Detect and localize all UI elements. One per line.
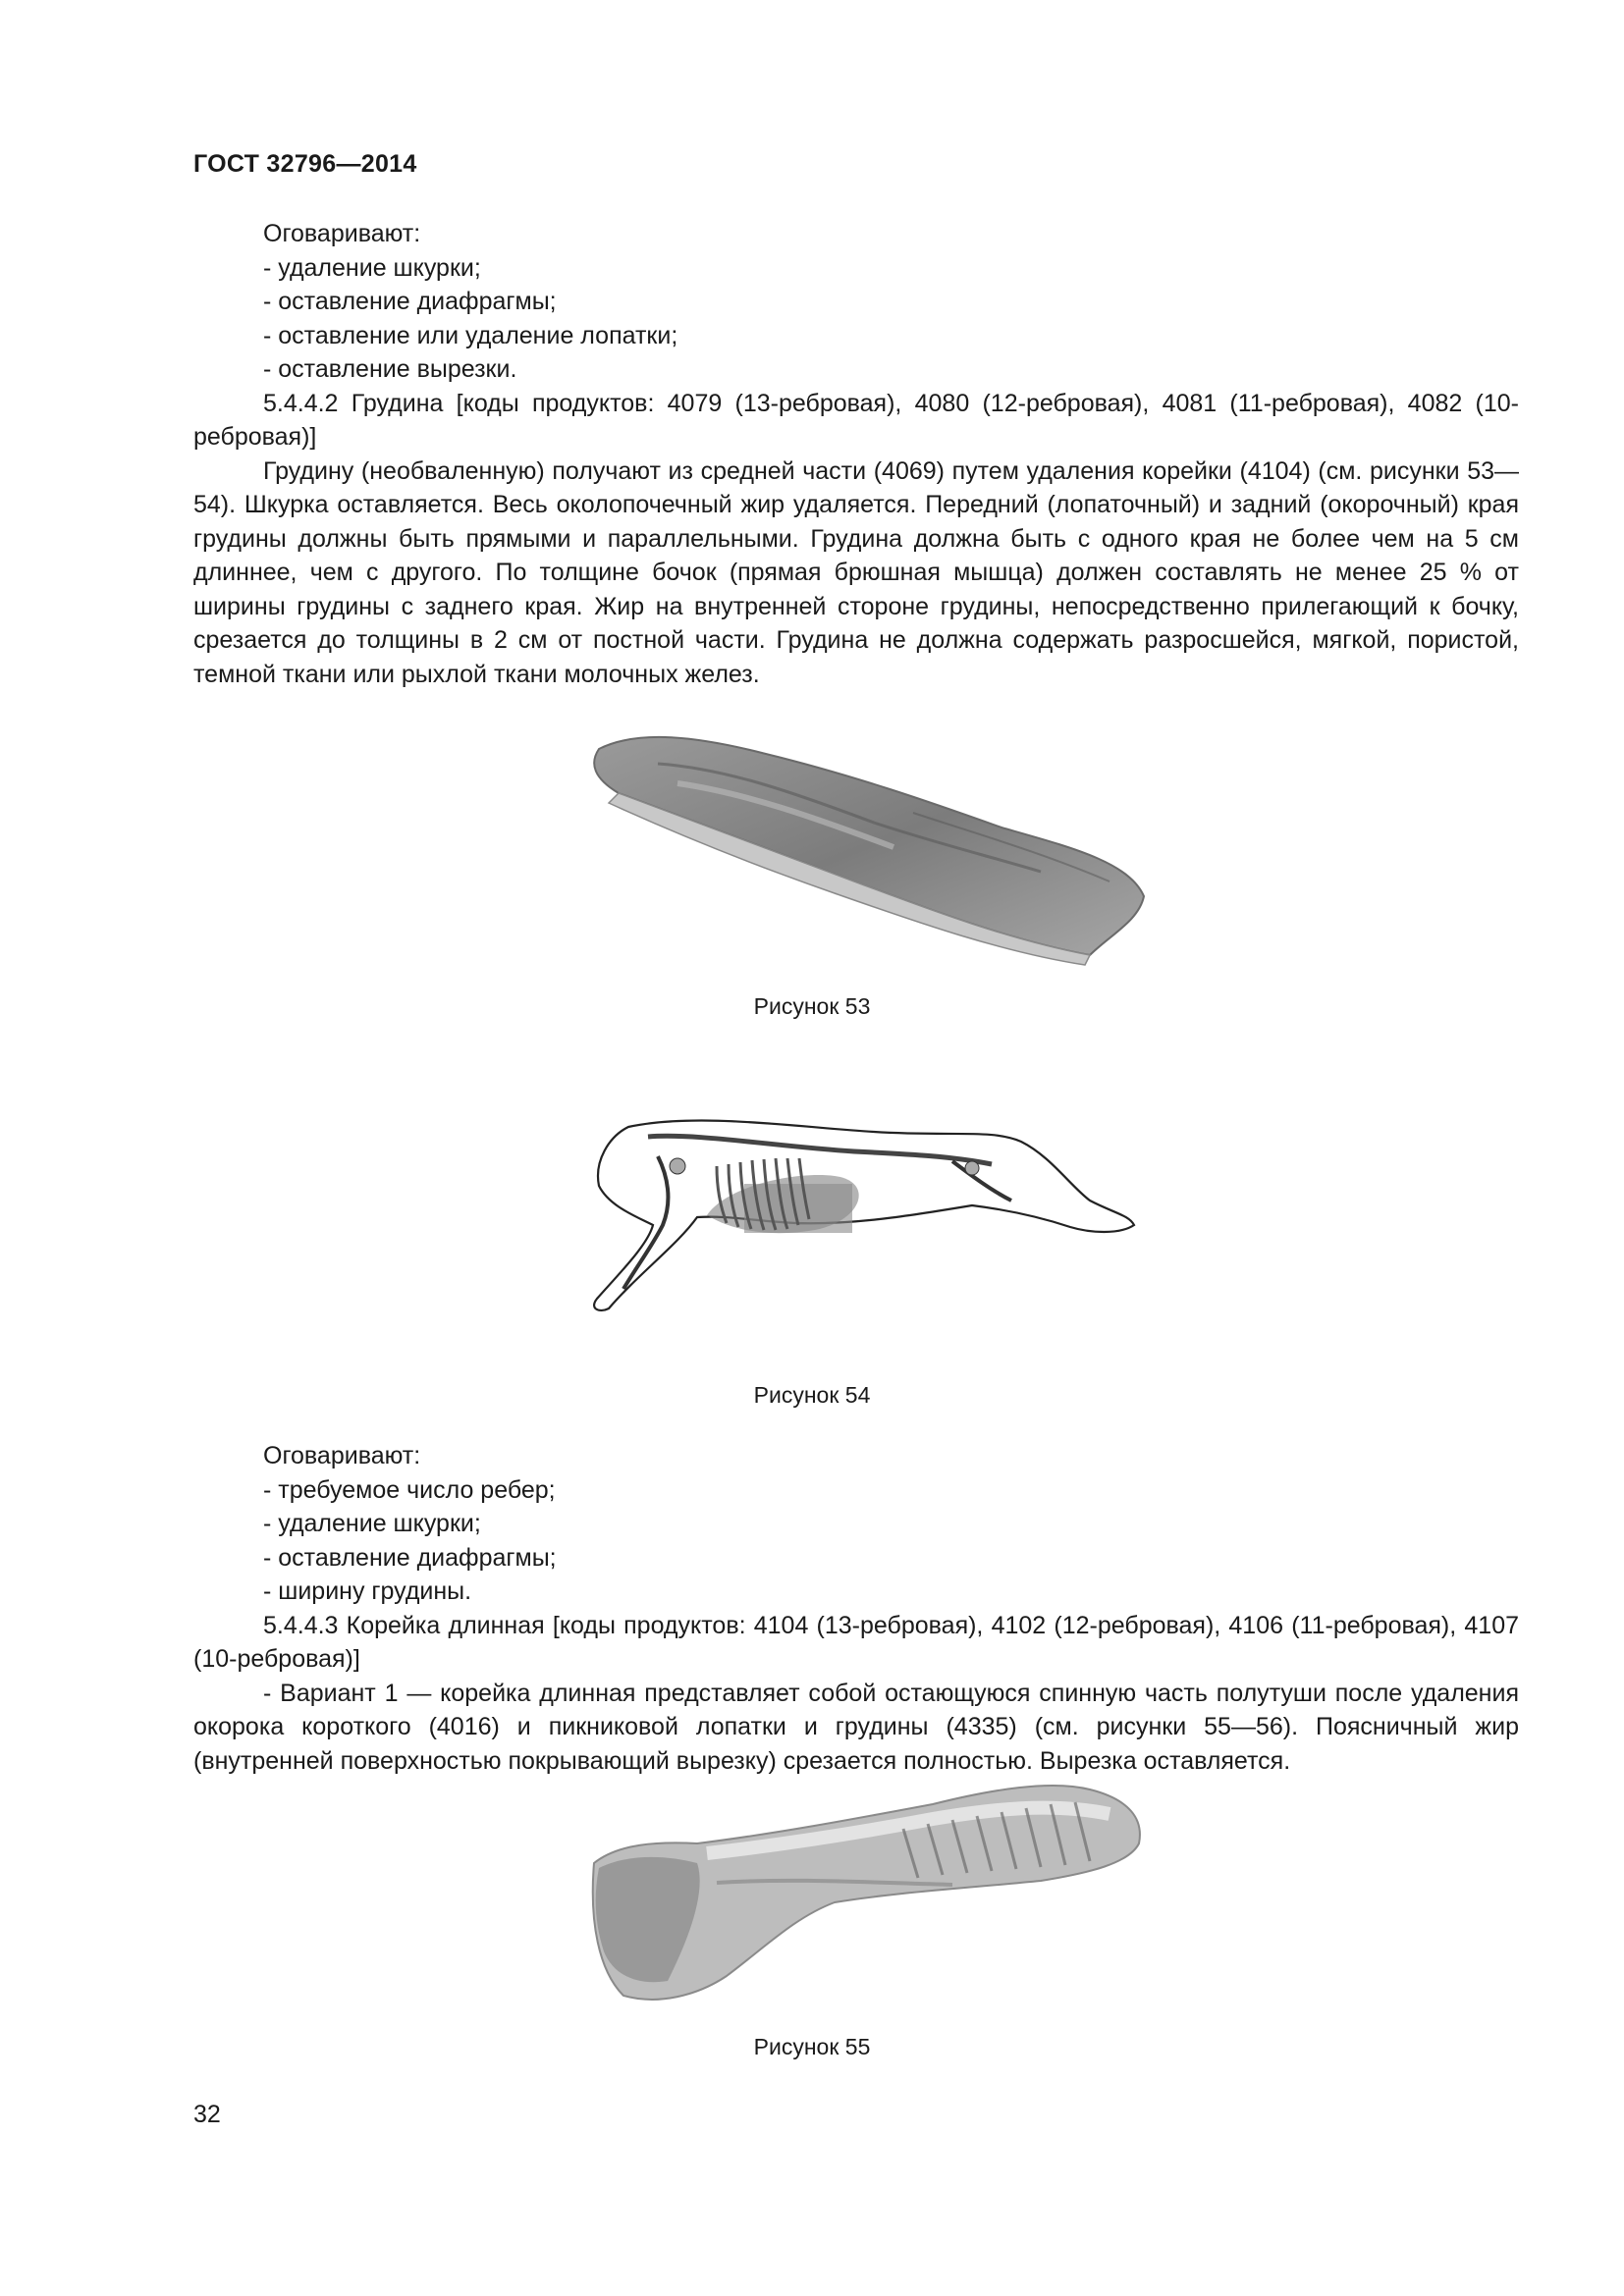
- clause-5443-title: 5.4.4.3 Корейка длинная [коды продуктов: 4104 (13-ребровая), 4102 (12-ребровая), 4106 (11-ребровая), 4107 (10-ребровая)]: [193, 1611, 1519, 1673]
- list-intro: Оговаривают:: [263, 1442, 421, 1469]
- clause-5442-body: Грудину (необваленную) получают из средней части (4069) путем удаления корейки (4104) (см. рисунки 53—54). Шкурка оставляется. Весь околопочечный жир удаляется. Передний (лопаточный) и задний (окорочный) края грудины должны быть прямыми и параллельными. Грудина должна быть с одного края не более чем на 5 см длиннее, чем с другого. По толщине бочок (прямая брюшная мышца) должен составлять не менее 25 % от ширины грудины с заднего края. Жир на внутренней стороне грудины, непосредственно прилегающий к бочку, срезается до толщины в 2 см от постной части. Грудина не должна содержать разросшейся, мягкой, пористой, темной ткани или рыхлой ткани молочных желез.: [193, 456, 1519, 688]
- list-intro: Оговаривают:: [263, 220, 421, 247]
- top-text-block: [193, 217, 1519, 691]
- lower-text-block: [193, 1439, 1519, 1778]
- list-item: - удаление шкурки;: [263, 253, 481, 282]
- list-item: - оставление диафрагмы;: [263, 1543, 557, 1572]
- list-item: - оставление вырезки.: [263, 355, 517, 383]
- figure-54-caption: Рисунок 54: [753, 1382, 871, 1408]
- document-header: ГОСТ 32796—2014: [193, 150, 417, 178]
- clause-5443-body: - Вариант 1 — корейка длинная представляет собой остающуюся спинную часть полутуши после удаления окорока короткого (4016) и пикниковой лопатки и грудины (4335) (см. рисунки 55—56). Поясничный жир (внутренней поверхностью покрывающий вырезку) срезается полностью. Вырезка оставляется.: [193, 1679, 1519, 1775]
- figure-55-caption: Рисунок 55: [753, 2034, 871, 2059]
- figure-55-loin-image: [579, 1775, 1149, 2010]
- list-item: - оставление или удаление лопатки;: [263, 321, 678, 349]
- list-item: - оставление диафрагмы;: [263, 288, 557, 315]
- figure-54-carcass-diagram: [579, 1107, 1139, 1323]
- list-item: - ширину грудины.: [263, 1577, 472, 1605]
- page-number: 32: [193, 2101, 221, 2128]
- figure-53-caption: Рисунок 53: [753, 993, 871, 1019]
- figure-53-brisket-image: [579, 724, 1159, 970]
- clause-5442-title: 5.4.4.2 Грудина [коды продуктов: 4079 (13-ребровая), 4080 (12-ребровая), 4081 (11-ребровая), 4082 (10-ребровая)]: [193, 389, 1519, 451]
- list-item: - удаление шкурки;: [263, 1510, 481, 1537]
- list-item: - требуемое число ребер;: [263, 1475, 556, 1504]
